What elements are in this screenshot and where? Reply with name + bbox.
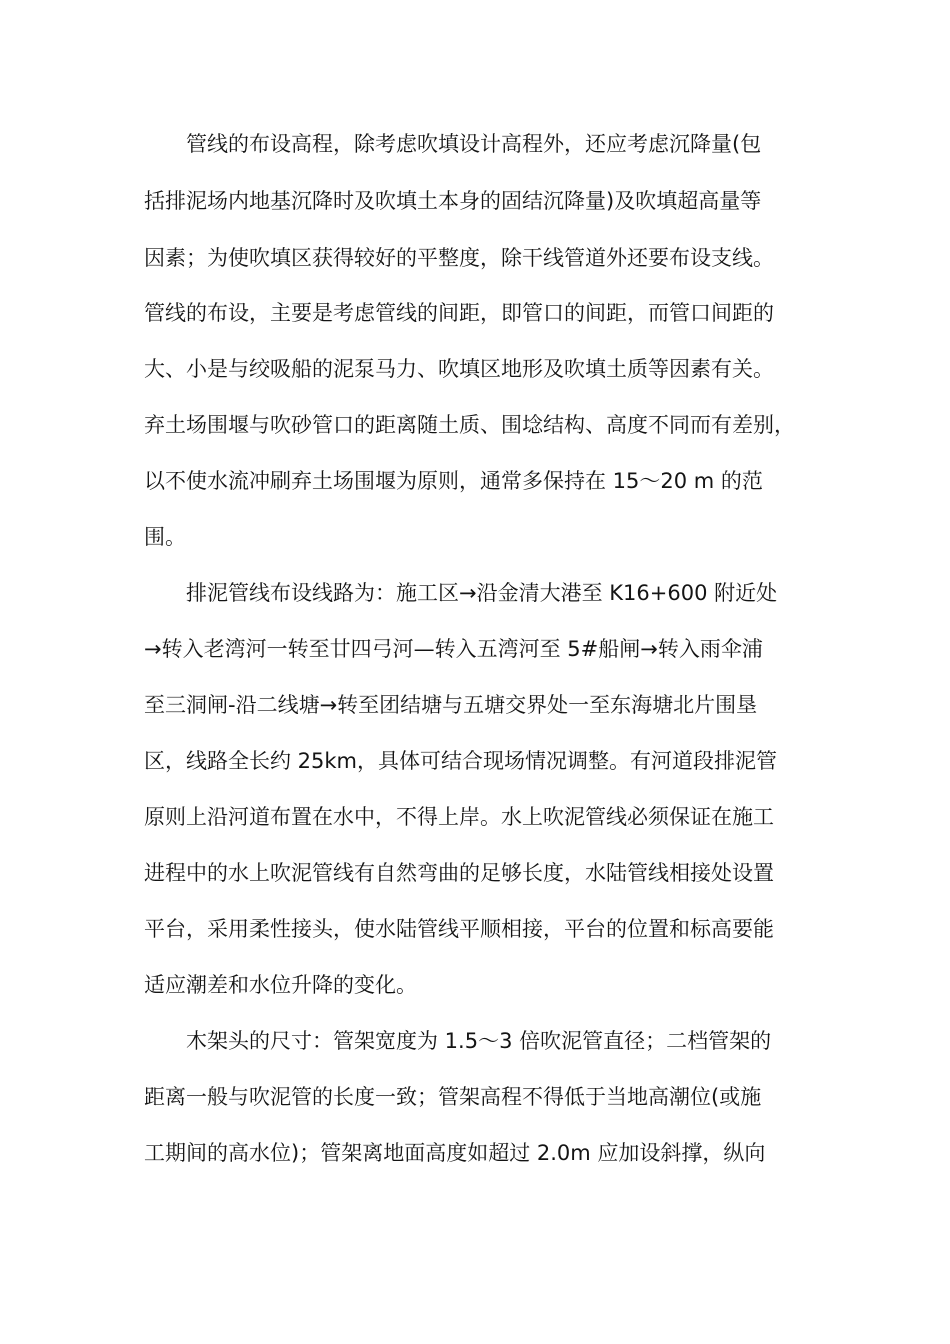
paragraph-3-line-3: 工期间的高水位)；管架离地面高度如超过 2.0m 应加设斜撑，纵向 [144,1141,766,1165]
paragraph-2-line-4: 区，线路全长约 25km，具体可结合现场情况调整。有河道段排泥管 [144,749,778,773]
paragraph-2-line-6: 进程中的水上吹泥管线有自然弯曲的足够长度，水陆管线相接处设置 [144,861,774,885]
paragraph-1-line-1: 管线的布设高程，除考虑吹填设计高程外，还应考虑沉降量(包 [186,132,762,156]
paragraph-2-line-2: →转入老湾河一转至廿四弓河—转入五湾河至 5#船闸→转入雨伞浦 [144,637,763,661]
paragraph-3-line-2: 距离一般与吹泥管的长度一致；管架高程不得低于当地高潮位(或施 [144,1085,762,1109]
paragraph-1-line-8: 围。 [144,525,186,549]
paragraph-2-line-3: 至三洞闸-沿二线塘→转至团结塘与五塘交界处一至东海塘北片围垦 [144,693,758,717]
paragraph-1-line-3: 因素；为使吹填区获得较好的平整度，除干线管道外还要布设支线。 [144,246,774,270]
paragraph-3-line-1: 木架头的尺寸：管架宽度为 1.5～3 倍吹泥管直径；二档管架的 [186,1029,772,1053]
paragraph-2-line-8: 适应潮差和水位升降的变化。 [144,973,417,997]
paragraph-1-line-5: 大、小是与绞吸船的泥泵马力、吹填区地形及吹填土质等因素有关。 [144,357,774,381]
paragraph-1-line-4: 管线的布设，主要是考虑管线的间距，即管口的间距，而管口间距的 [144,301,774,325]
paragraph-1-line-6: 弃土场围堰与吹砂管口的距离随土质、围埝结构、高度不同而有差别， [144,413,795,437]
paragraph-2-line-7: 平台，采用柔性接头，使水陆管线平顺相接，平台的位置和标高要能 [144,917,774,941]
paragraph-2-line-1: 排泥管线布设线路为：施工区→沿金清大港至 K16+600 附近处 [186,581,778,605]
paragraph-1-line-2: 括排泥场内地基沉降时及吹填土本身的固结沉降量)及吹填超高量等 [144,189,762,213]
paragraph-2-line-5: 原则上沿河道布置在水中，不得上岸。水上吹泥管线必须保证在施工 [144,805,774,829]
paragraph-1-line-7: 以不使水流冲刷弃土场围堰为原则，通常多保持在 15～20 m 的范 [144,469,763,493]
